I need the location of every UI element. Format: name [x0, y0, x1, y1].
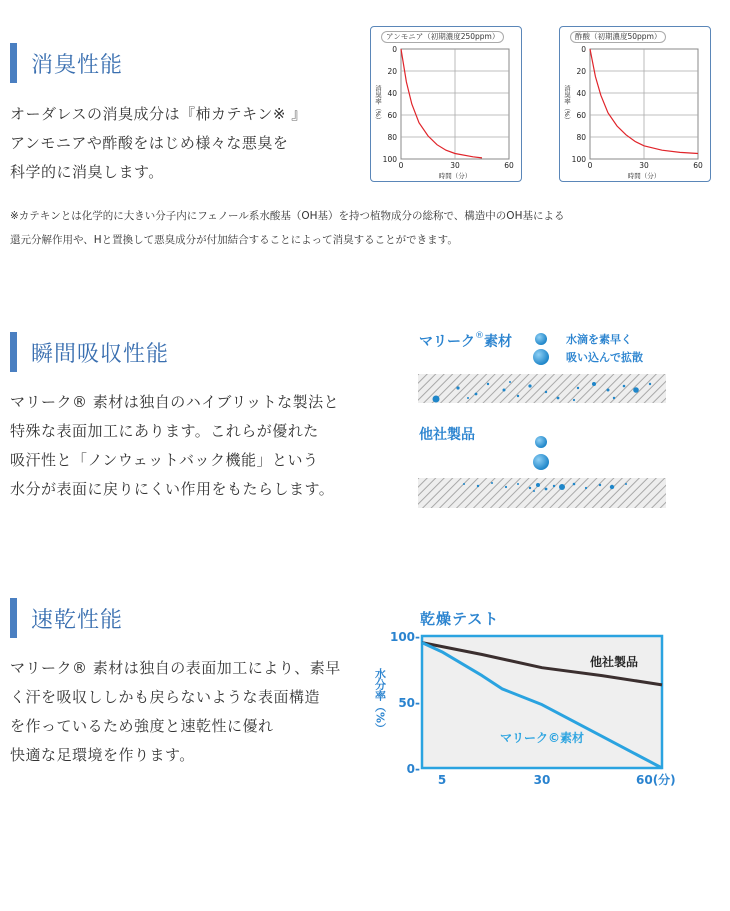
x-tick-label: 30: [533, 773, 551, 787]
dry-body: マリーク® 素材は独自の表面加工により、素早 く汗を吸収ししかも戻らないような表面構造 を作っているため強度と速乾性に優れ 快適な足環境を作ります。: [10, 659, 341, 764]
x-tick-label: 30: [639, 161, 649, 170]
water-drop-icon: [530, 433, 554, 473]
y-tick-label: 0: [392, 45, 397, 54]
absorb-body: マリーク® 素材は独自のハイブリットな製法と 特殊な表面加工にあります。これらが優れた 吸汗性と「ノンウェットバック機能」という 水分が表面に戻りにくい作用をもたらします。: [10, 393, 340, 498]
x-tick-label: 60: [693, 161, 703, 170]
y-axis-label: 消臭率（%）: [563, 84, 571, 124]
acetic-chart: [559, 26, 711, 182]
chart-title: 酢酸（初期濃度50ppm）: [570, 31, 666, 43]
mariku-fabric-layer: [418, 374, 666, 403]
y-tick-label: 40: [576, 89, 586, 98]
x-tick-label: 30: [450, 161, 460, 170]
other-fabric-layer: [418, 478, 666, 508]
y-axis-label: 消臭率（%）: [374, 84, 382, 124]
absorb-description: 水滴を素早く 吸い込んで拡散: [566, 333, 643, 364]
x-axis-label: 時間（分）: [438, 172, 472, 180]
mariku-label: マリーク®素材: [419, 331, 512, 350]
absorb-header: [10, 331, 169, 373]
y-tick-label: 40: [387, 89, 397, 98]
section-title: 速乾性能: [31, 607, 124, 633]
section-accent-bar: [10, 598, 17, 638]
section-accent-bar: [10, 332, 17, 372]
dry-test-title: 乾燥テスト: [420, 610, 500, 628]
y-tick-label: 100: [571, 155, 586, 164]
y-tick-label: 100-: [389, 630, 420, 644]
y-tick-label: 50-: [398, 696, 420, 710]
deodorize-header: [10, 42, 123, 84]
ammonia-chart: [370, 26, 522, 182]
y-tick-label: 80: [576, 133, 586, 142]
y-tick-label: 20: [387, 67, 397, 76]
y-tick-label: 20: [576, 67, 586, 76]
other-product-label: 他社製品: [419, 427, 475, 443]
y-tick-label: 80: [387, 133, 397, 142]
legend-other: 他社製品: [590, 655, 639, 669]
y-tick-label: 60: [387, 111, 397, 120]
ammonia-plot: [371, 27, 521, 181]
section-title: 消臭性能: [31, 52, 124, 78]
y-tick-label: 60: [576, 111, 586, 120]
x-tick-label: 60(分): [636, 773, 676, 787]
catechin-note: ※カテキンとは化学的に大きい分子内にフェノール系水酸基（OH基）を持つ植物成分の総称で、構造中のOH基による 還元分解作用や、Hと置換して悪臭成分が付加結合することによって消臭することができます。: [10, 210, 565, 246]
section-accent-bar: [10, 43, 17, 83]
y-axis-label: 水分率（%）: [373, 668, 387, 735]
x-tick-label: 0: [398, 161, 404, 170]
x-tick-label: 5: [437, 773, 447, 787]
chart-title: アンモニア（初期濃度250ppm）: [381, 31, 504, 43]
x-tick-label: 0: [587, 161, 593, 170]
acetic-plot: [560, 27, 710, 181]
dry-header: [10, 597, 123, 639]
dry-test-chart: [370, 630, 690, 790]
y-tick-label: 0-: [406, 762, 420, 776]
section-title: 瞬間吸収性能: [31, 341, 170, 367]
y-tick-label: 0: [581, 45, 586, 54]
water-drop-icon: [530, 330, 554, 370]
legend-mariku: マリーク©素材: [500, 731, 585, 745]
deodorize-body: オーダレスの消臭成分は『柿カテキン※ 』 アンモニアや酢酸をはじめ様々な悪臭を 科学的に消臭します。: [10, 105, 307, 181]
x-axis-label: 時間（分）: [627, 172, 661, 180]
x-tick-label: 60: [504, 161, 514, 170]
y-tick-label: 100: [382, 155, 397, 164]
